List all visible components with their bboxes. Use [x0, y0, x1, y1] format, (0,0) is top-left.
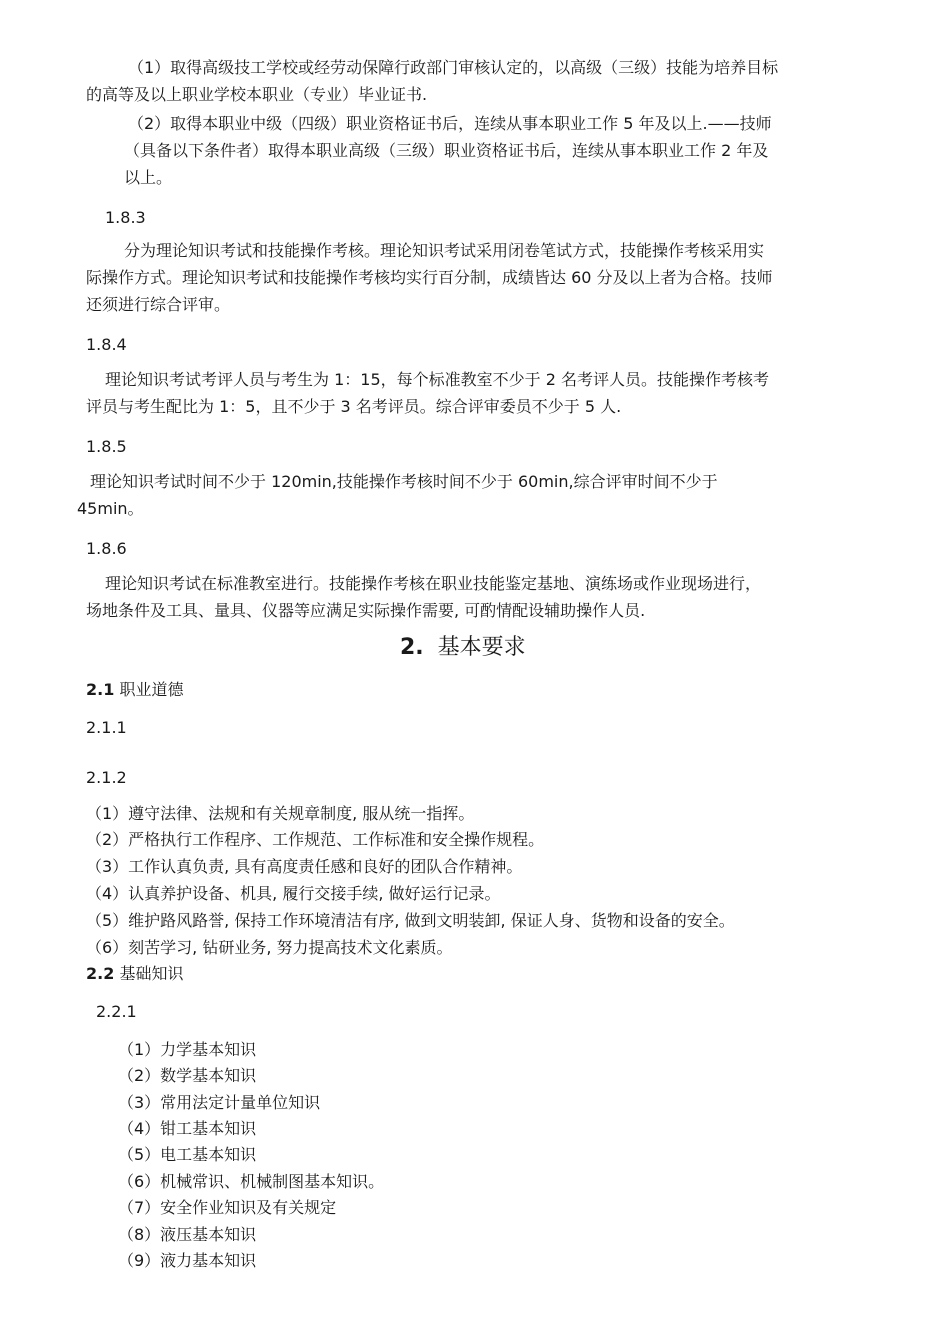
- section-heading-2-1-1: 2.1.1: [86, 718, 127, 737]
- section-heading-1-8-5: 1.8.5: [86, 437, 127, 456]
- subsection-title: 基础知识: [119, 964, 184, 983]
- paragraph-line: （1）取得高级技工学校或经劳动保障行政部门审核认定的，以高级（三级）技能为培养目标: [128, 58, 779, 77]
- paragraph-line: 以上。: [124, 168, 173, 187]
- paragraph-line: 45min。: [77, 499, 144, 518]
- list-item: （8）液压基本知识: [118, 1225, 257, 1244]
- list-item: （3）工作认真负责, 具有高度责任感和良好的团队合作精神。: [86, 857, 523, 876]
- list-item: （7）安全作业知识及有关规定: [118, 1198, 337, 1217]
- section-heading-1-8-6: 1.8.6: [86, 539, 127, 558]
- section-heading-2-2-1: 2.2.1: [96, 1002, 137, 1021]
- list-item: （9）液力基本知识: [118, 1251, 257, 1270]
- list-item: （5）电工基本知识: [118, 1145, 257, 1164]
- paragraph-line: 评员与考生配比为 1：5，且不少于 3 名考评员。综合评审委员不少于 5 人.: [86, 397, 622, 416]
- subsection-heading-2-2: [86, 966, 183, 982]
- section-heading-1-8-4: 1.8.4: [86, 335, 127, 354]
- list-item: （2）数学基本知识: [118, 1066, 257, 1085]
- list-item: （1）遵守法律、法规和有关规章制度, 服从统一指挥。: [86, 804, 475, 823]
- list-item: （5）维护路风路誉, 保持工作环境清洁有序, 做到文明装卸, 保证人身、货物和设备的安全。: [86, 911, 735, 930]
- paragraph-line: 理论知识考试在标准教室进行。技能操作考核在职业技能鉴定基地、演练场或作业现场进行，: [105, 574, 762, 593]
- subsection-number: 2.2: [86, 964, 115, 983]
- chapter-number: 2.: [400, 635, 424, 660]
- paragraph-line: 理论知识考试时间不少于 120min,技能操作考核时间不少于 60min,综合评审时间不少于: [90, 472, 718, 491]
- paragraph-line: 的高等及以上职业学校本职业（专业）毕业证书.: [86, 85, 428, 104]
- paragraph-line: 还须进行综合评审。: [86, 295, 231, 314]
- paragraph-line: 分为理论知识考试和技能操作考核。理论知识考试采用闭卷笔试方式，技能操作考核采用实: [124, 241, 765, 260]
- list-item: （6）机械常识、机械制图基本知识。: [118, 1172, 385, 1191]
- list-item: （1）力学基本知识: [118, 1040, 257, 1059]
- paragraph-line: （具备以下条件者）取得本职业高级（三级）职业资格证书后，连续从事本职业工作 2 年及: [124, 141, 769, 160]
- list-item: （6）刻苦学习, 钻研业务, 努力提高技术文化素质。: [86, 938, 453, 957]
- paragraph-line: 际操作方式。理论知识考试和技能操作考核均实行百分制，成绩皆达 60 分及以上者为合格。技师: [86, 268, 773, 287]
- subsection-title: 职业道德: [119, 680, 184, 699]
- list-item: （3）常用法定计量单位知识: [118, 1093, 321, 1112]
- list-item: （2）严格执行工作程序、工作规范、工作标准和安全操作规程。: [86, 830, 545, 849]
- paragraph-line: （2）取得本职业中级（四级）职业资格证书后，连续从事本职业工作 5 年及以上.——技师: [128, 114, 772, 133]
- paragraph-line: 理论知识考试考评人员与考生为 1：15，每个标准教室不少于 2 名考评人员。技能操作考核考: [105, 370, 769, 389]
- subsection-number: 2.1: [86, 680, 115, 699]
- list-item: （4）认真养护设备、机具, 履行交接手续, 做好运行记录。: [86, 884, 501, 903]
- section-heading-2-1-2: 2.1.2: [86, 768, 127, 787]
- list-item: （4）钳工基本知识: [118, 1119, 257, 1138]
- subsection-heading-2-1: [86, 682, 183, 698]
- section-heading-1-8-3: 1.8.3: [105, 208, 146, 227]
- paragraph-line: 场地条件及工具、量具、仪器等应满足实际操作需要, 可酌情配设辅助操作人员.: [86, 601, 646, 620]
- chapter-title: 基本要求: [437, 635, 526, 660]
- chapter-heading: [400, 637, 526, 659]
